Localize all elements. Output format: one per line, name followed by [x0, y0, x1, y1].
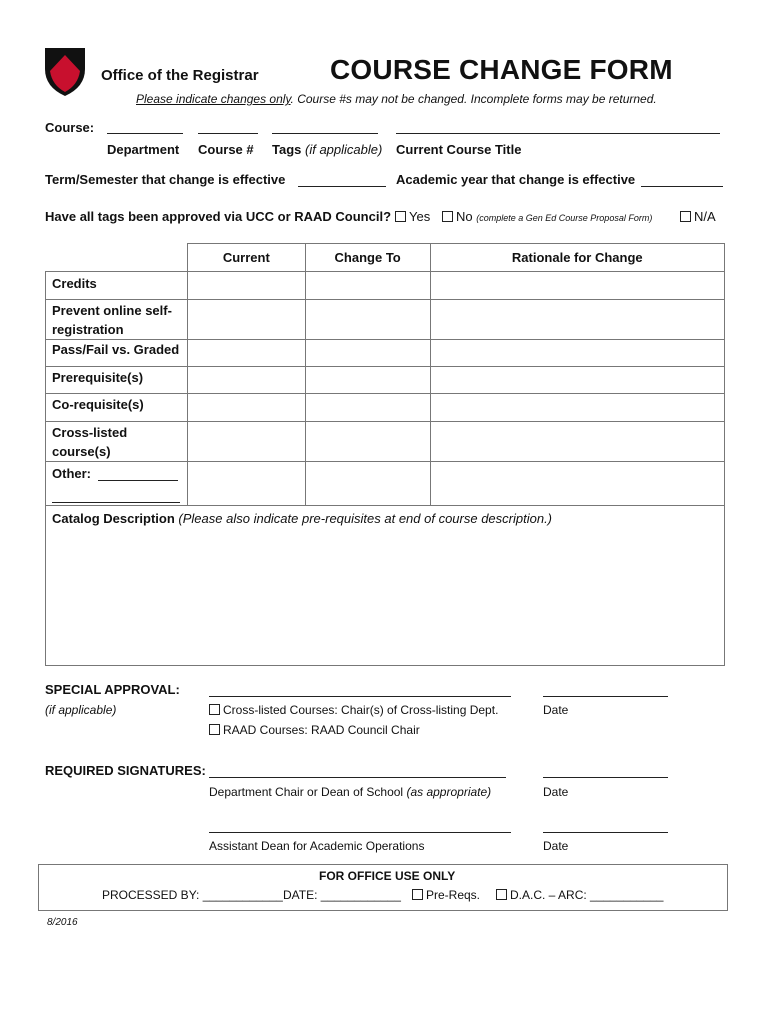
corequisites-change-cell[interactable] — [305, 394, 430, 422]
na-checkbox[interactable] — [680, 211, 691, 222]
other-change-cell[interactable] — [305, 462, 430, 506]
asst-dean-date-caption: Date — [543, 839, 569, 853]
table-row — [46, 462, 725, 506]
form-title: COURSE CHANGE FORM — [330, 54, 673, 85]
column-rationale: Rationale for Change — [430, 244, 724, 272]
department-field[interactable] — [107, 133, 183, 134]
dac-checkbox[interactable] — [496, 889, 507, 900]
course-label: Course: — [45, 120, 95, 135]
table-row — [46, 422, 725, 462]
no-checkbox[interactable] — [442, 211, 453, 222]
corequisites-current-cell[interactable] — [187, 394, 305, 422]
other-rationale-cell[interactable] — [430, 462, 724, 506]
special-approval-note: (if applicable) — [45, 703, 117, 717]
catalog-note: (Please also indicate pre-requisites at end of course description.) — [178, 511, 553, 526]
office-use-title: FOR OFFICE USE ONLY — [319, 869, 456, 883]
prereqs-checkbox[interactable] — [412, 889, 423, 900]
prerequisites-change-cell[interactable] — [305, 367, 430, 394]
pass-fail-change-cell[interactable] — [305, 340, 430, 367]
self-registration-current-cell[interactable] — [187, 300, 305, 340]
pass-fail-current-cell[interactable] — [187, 340, 305, 367]
row-label-other: Other: — [52, 466, 91, 481]
special-approval-signature-line[interactable] — [209, 696, 511, 697]
tags-question: Have all tags been approved via UCC or RAAD Council? — [45, 209, 392, 224]
department-caption: Department — [107, 142, 180, 157]
raad-checkbox[interactable] — [209, 724, 220, 735]
office-name: Office of the Registrar — [101, 67, 259, 84]
yes-checkbox[interactable] — [395, 211, 406, 222]
year-label: Academic year that change is effective — [396, 172, 636, 187]
row-label-corequisites: Co-requisite(s) — [46, 394, 188, 422]
table-row — [46, 394, 725, 422]
catalog-label: Catalog Description — [52, 511, 175, 526]
table-row — [46, 367, 725, 394]
form-instructions: Please indicate changes only. Course #s may not be changed. Incomplete forms may be returned. — [136, 92, 657, 106]
course-title-caption: Current Course Title — [396, 142, 522, 157]
asst-dean-signature-line[interactable] — [209, 832, 511, 833]
revision-date: 8/2016 — [47, 917, 78, 928]
table-row — [46, 272, 725, 300]
tags-caption: Tags (if applicable) — [272, 142, 383, 157]
cross-listed-change-cell[interactable] — [305, 422, 430, 462]
prerequisites-current-cell[interactable] — [187, 367, 305, 394]
term-label: Term/Semester that change is effective — [45, 172, 286, 187]
special-approval-label: SPECIAL APPROVAL: — [45, 682, 180, 697]
dept-chair-signature-line[interactable] — [209, 777, 506, 778]
credits-current-cell[interactable] — [187, 272, 305, 300]
yes-option[interactable]: Yes — [395, 209, 430, 224]
table-corner — [46, 244, 188, 272]
raad-option[interactable]: RAAD Courses: RAAD Council Chair — [209, 723, 420, 737]
other-field-line-1[interactable] — [98, 480, 178, 481]
special-approval-date-line[interactable] — [543, 696, 668, 697]
dept-chair-caption: Department Chair or Dean of School (as appropriate) — [209, 785, 492, 799]
table-row — [46, 300, 725, 340]
self-registration-rationale-cell[interactable] — [430, 300, 724, 340]
credits-rationale-cell[interactable] — [430, 272, 724, 300]
crosslisted-option[interactable]: Cross-listed Courses: Chair(s) of Cross-listing Dept. — [209, 703, 498, 717]
table-row — [46, 340, 725, 367]
credits-change-cell[interactable] — [305, 272, 430, 300]
changes-table — [45, 243, 725, 666]
row-label-pass-fail: Pass/Fail vs. Graded — [46, 340, 188, 367]
row-label-credits: Credits — [46, 272, 188, 300]
tags-field[interactable] — [272, 133, 378, 134]
office-date-field[interactable]: DATE: ____________ — [283, 888, 401, 902]
prerequisites-rationale-cell[interactable] — [430, 367, 724, 394]
column-change-to: Change To — [305, 244, 430, 272]
row-other — [46, 462, 188, 506]
course-number-caption: Course # — [198, 142, 254, 157]
corequisites-rationale-cell[interactable] — [430, 394, 724, 422]
processed-by-field[interactable]: PROCESSED BY: ____________ — [102, 888, 283, 902]
cross-listed-current-cell[interactable] — [187, 422, 305, 462]
course-title-field[interactable] — [396, 133, 720, 134]
asst-dean-date-line[interactable] — [543, 832, 668, 833]
prereqs-option[interactable]: Pre-Reqs. — [412, 888, 480, 902]
self-registration-change-cell[interactable] — [305, 300, 430, 340]
other-field-line-2[interactable] — [52, 502, 180, 503]
catalog-row — [46, 506, 725, 666]
other-current-cell[interactable] — [187, 462, 305, 506]
registrar-shield-logo — [44, 47, 86, 97]
dept-chair-date-caption: Date — [543, 785, 569, 799]
row-label-self-registration: Prevent online self-registration — [46, 300, 188, 340]
catalog-description-box[interactable] — [46, 506, 725, 666]
dac-arc-option[interactable]: D.A.C. – ARC: ___________ — [496, 888, 663, 902]
dept-chair-date-line[interactable] — [543, 777, 668, 778]
required-signatures-label: REQUIRED SIGNATURES: — [45, 763, 206, 778]
na-option[interactable]: N/A — [680, 209, 716, 224]
year-field[interactable] — [641, 186, 723, 187]
no-option[interactable]: No (complete a Gen Ed Course Proposal Form) — [442, 209, 652, 224]
pass-fail-rationale-cell[interactable] — [430, 340, 724, 367]
term-field[interactable] — [298, 186, 386, 187]
column-current: Current — [187, 244, 305, 272]
cross-listed-rationale-cell[interactable] — [430, 422, 724, 462]
row-label-prerequisites: Prerequisite(s) — [46, 367, 188, 394]
course-number-field[interactable] — [198, 133, 258, 134]
special-approval-date-caption: Date — [543, 703, 569, 717]
asst-dean-caption: Assistant Dean for Academic Operations — [209, 839, 425, 853]
row-label-cross-listed: Cross-listed course(s) — [46, 422, 188, 462]
crosslisted-checkbox[interactable] — [209, 704, 220, 715]
